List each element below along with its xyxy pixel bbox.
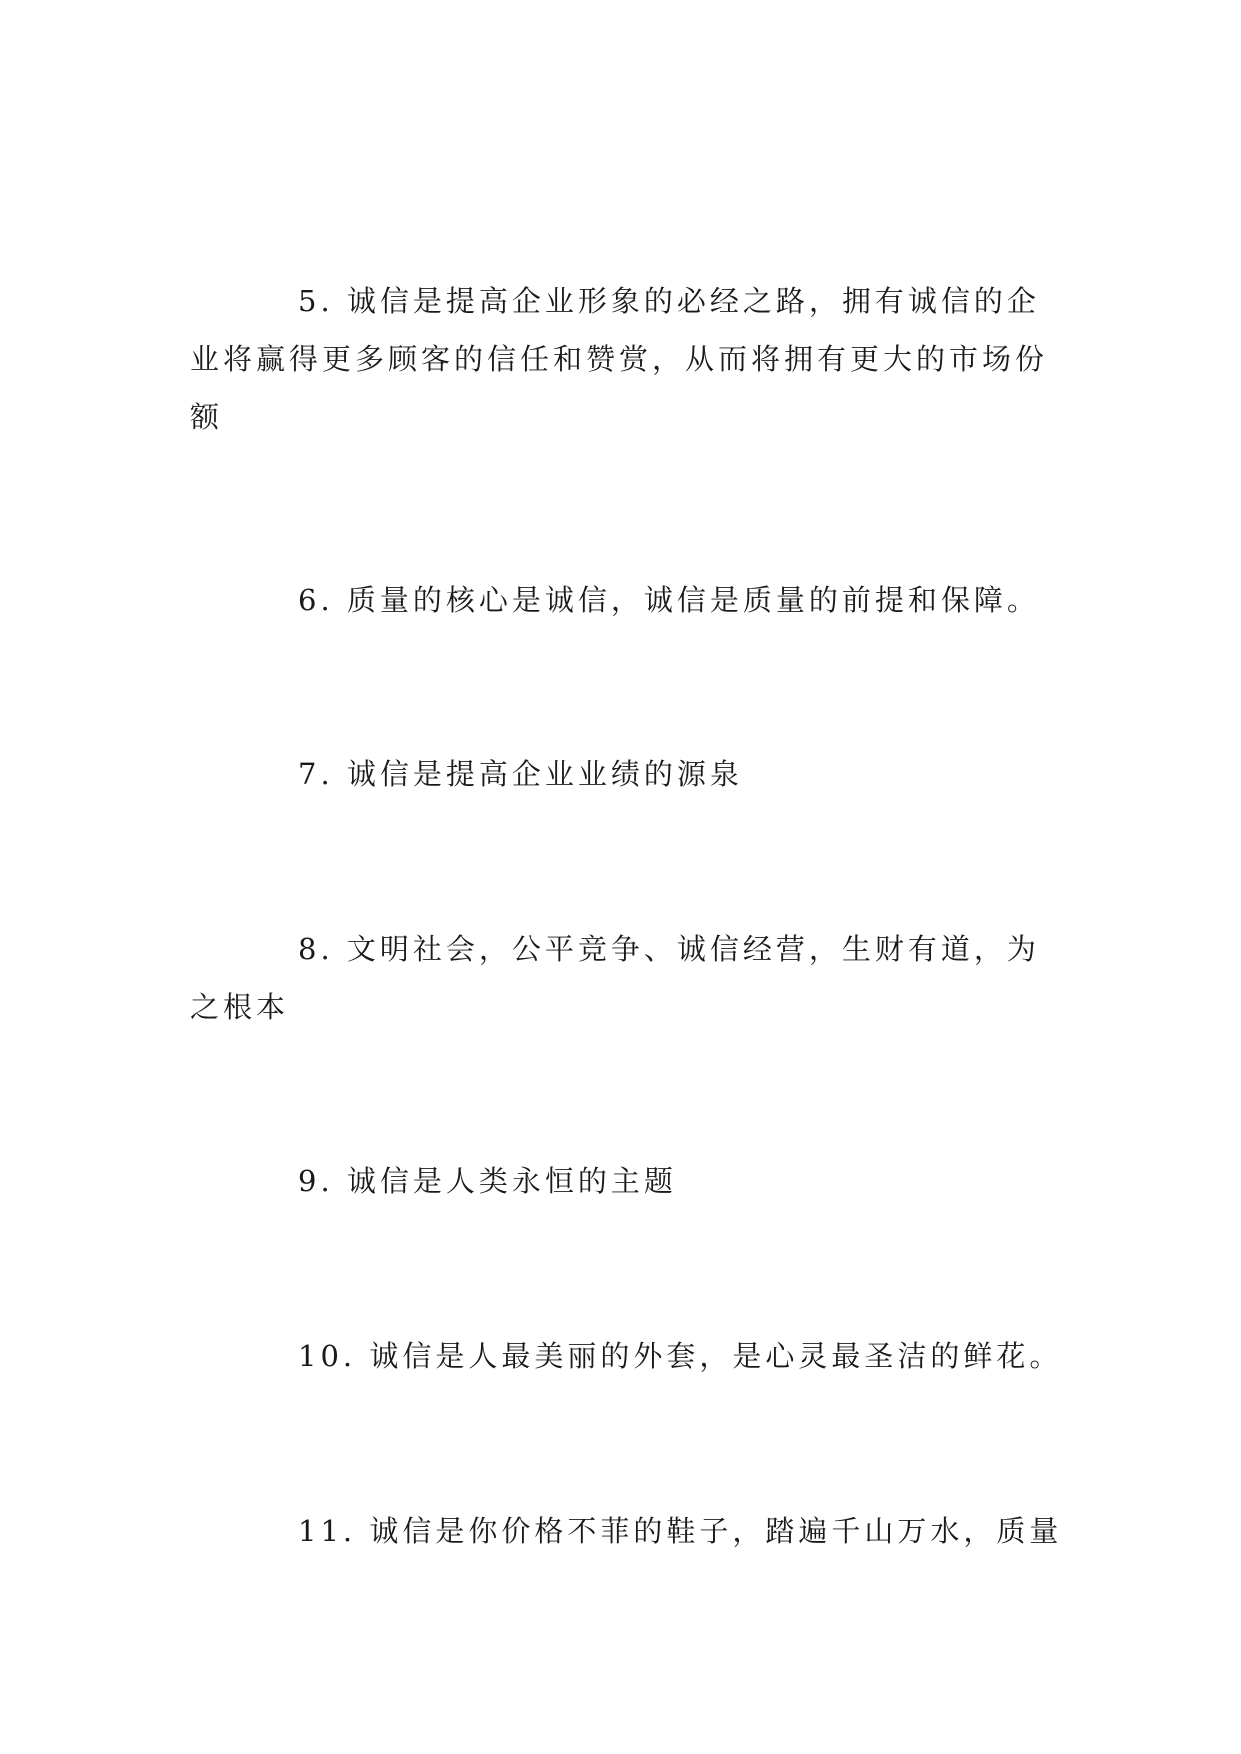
slogan-item-11: 11. 诚信是你价格不菲的鞋子，踏遍千山万水，质量 — [298, 1514, 1063, 1548]
slogan-item-6: 6. 质量的核心是诚信，诚信是质量的前提和保障。 — [298, 583, 1040, 617]
slogan-item-10: 10. 诚信是人最美丽的外套，是心灵最圣洁的鲜花。 — [298, 1339, 1063, 1373]
slogan-item-9: 9. 诚信是人类永恒的主题 — [298, 1164, 677, 1198]
slogan-item-5: 5. 诚信是提高企业形象的必经之路，拥有诚信的企业将赢得更多顾客的信任和赞赏，从而将拥有更大的市场份额 — [190, 284, 1049, 434]
slogan-item-8: 8. 文明社会，公平竞争、诚信经营，生财有道，为之根本 — [190, 932, 1040, 1024]
slogan-item-7: 7. 诚信是提高企业业绩的源泉 — [298, 757, 743, 791]
